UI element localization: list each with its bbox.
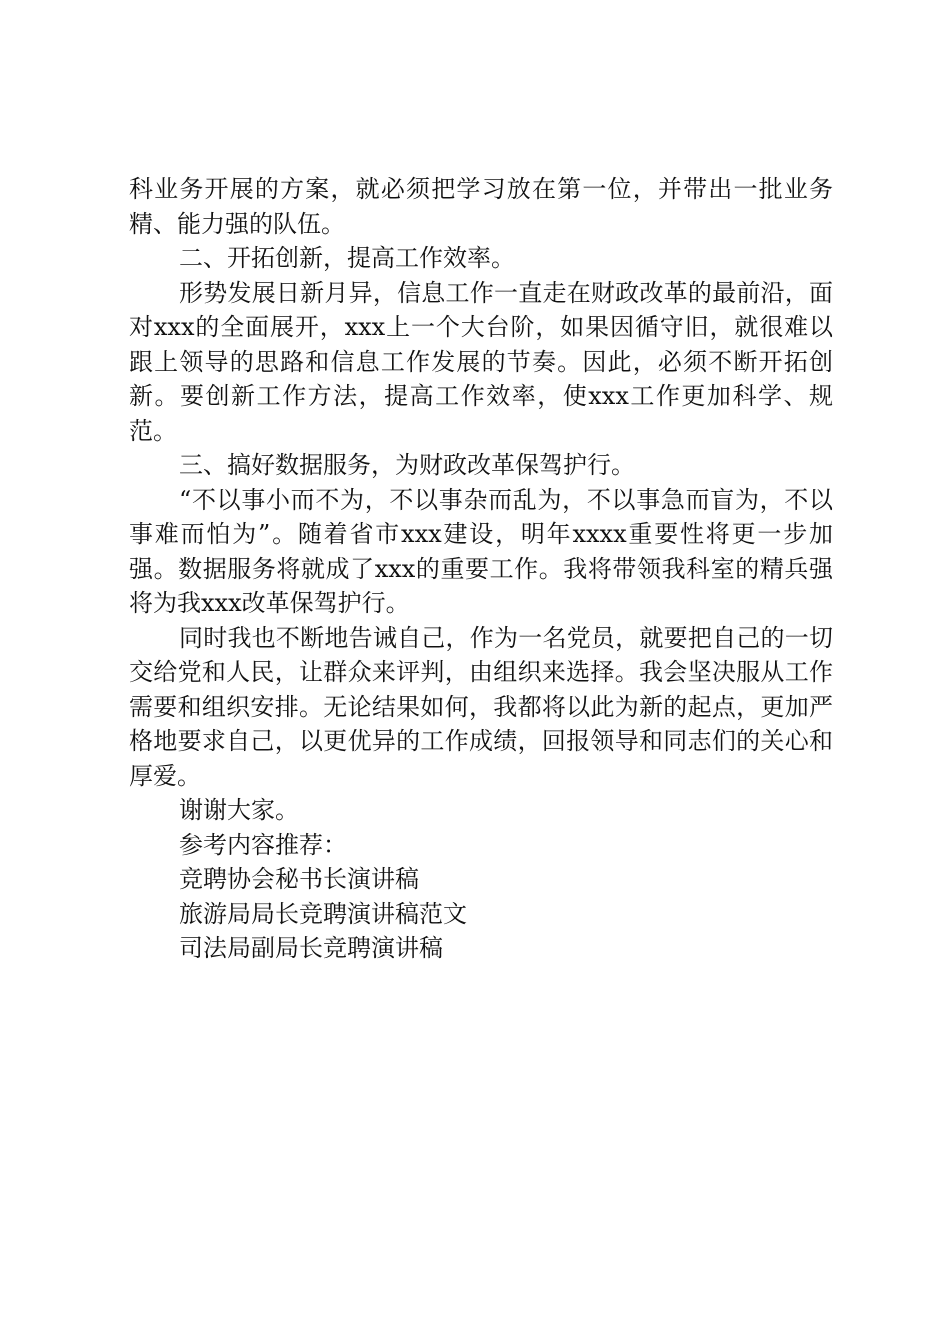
reference-link[interactable]: 司法局副局长竞聘演讲稿: [179, 934, 443, 962]
references-heading: 参考内容推荐：: [179, 830, 347, 859]
document-page: [129, 172, 833, 966]
section-heading-innovation: 二、开拓创新，提高工作效率。: [179, 244, 515, 272]
paragraph-innovation: 形势发展日新月异，信息工作一直走在财政改革的最前沿，面对xxx的全面展开，xxx上一个大台阶，如果因循守旧，就很难以跟上领导的思路和信息工作发展的节奏。因此，必须不断开拓创新。要创新工作方法，提高工作效率，使xxx工作更加科学、规范。: [129, 278, 833, 445]
paragraph-commitment: 同时我也不断地告诫自己，作为一名党员，就要把自己的一切交给党和人民，让群众来评判，由组织来选择。我会坚决服从工作需要和组织安排。无论结果如何，我都将以此为新的起点，更加严格地要求自己，以更优异的工作成绩，回报领导和同志们的关心和厚爱。: [129, 623, 833, 790]
reference-link[interactable]: 旅游局局长竞聘演讲稿范文: [179, 899, 467, 928]
references-list: [129, 862, 833, 966]
reference-link[interactable]: 竞聘协会秘书长演讲稿: [179, 865, 419, 893]
paragraph-intro: 科业务开展的方案，就必须把学习放在第一位，并带出一批业务精、能力强的队伍。: [129, 175, 833, 238]
section-heading-data-service: 三、搞好数据服务，为财政改革保驾护行。: [179, 451, 635, 479]
closing-thanks: 谢谢大家。: [179, 796, 299, 824]
paragraph-data-service: “不以事小而不为，不以事杂而乱为，不以事急而盲为，不以事难而怕为”。随着省市xxx建设，明年xxxx重要性将更一步加强。数据服务将就成了xxx的重要工作。我将带领我科室的精兵强将为我xxx改革保驾护行。: [129, 485, 833, 617]
